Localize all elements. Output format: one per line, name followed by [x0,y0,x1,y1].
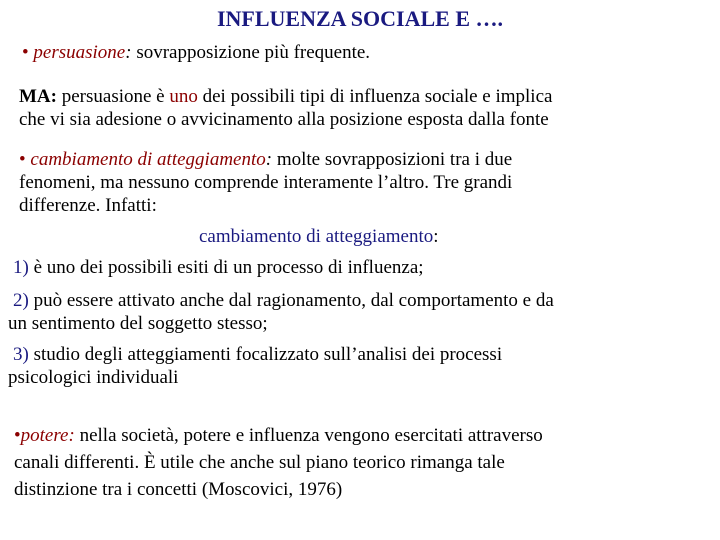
cambiamento-line-2: fenomeni, ma nessuno comprende interamente l’altro. Tre grandi [19,172,513,193]
cambiamento-term: cambiamento di atteggiamento [30,149,266,170]
ma-uno: uno [169,86,198,107]
subheading-colon: : [433,226,439,247]
potere-line-2: canali differenti. È utile che anche sul piano teorico rimanga tale [14,452,505,473]
cambiamento-text: molte sovrapposizioni tra i due [272,149,513,170]
list-continuation: un sentimento del soggetto stesso; [8,313,268,334]
ma-text-b: dei possibili tipi di influenza sociale e implica [197,86,553,107]
list-item [8,289,554,312]
ma-line-2: che vi sia adesione o avvicinamento alla posizione esposta dalla fonte [19,109,549,130]
list-item [8,256,554,279]
cambiamento-subheading [199,225,439,248]
potere-line-1 [14,424,543,447]
list-number: 1) [13,257,29,278]
slide-title: INFLUENZA SOCIALE E …. [216,6,504,31]
ma-line-1 [19,85,552,108]
cambiamento-line-1 [19,148,512,171]
subheading-term: cambiamento di atteggiamento [199,226,434,247]
cambiamento-list [8,256,554,389]
potere-line-3: distinzione tra i concetti (Moscovici, 1976) [14,479,343,500]
ma-label: MA: [19,86,57,107]
ma-paragraph [19,85,552,131]
potere-term: potere: [20,425,75,446]
persuasione-text: sovrapposizione più frequente. [131,42,371,63]
persuasione-line [22,41,370,64]
persuasione-term: persuasione [33,42,126,63]
bullet-icon: • [14,425,21,446]
list-continuation: psicologici individuali [8,367,179,388]
cambiamento-paragraph [19,148,512,217]
bullet-icon: • [22,42,29,63]
list-number: 2) [13,290,29,311]
potere-text: nella società, potere e influenza vengono esercitati attraverso [74,425,543,446]
list-text: è uno dei possibili esiti di un processo di influenza; [28,257,424,278]
bullet-icon: • [19,149,26,170]
list-text: studio degli atteggiamenti focalizzato sull’analisi dei processi [28,344,503,365]
cambiamento-colon: : [265,149,273,170]
potere-paragraph [14,424,543,501]
list-text: può essere attivato anche dal ragionamento, dal comportamento e da [28,290,554,311]
list-number: 3) [13,344,29,365]
list-item [8,343,554,366]
cambiamento-line-3: differenze. Infatti: [19,195,157,216]
ma-text-a: persuasione è [56,86,170,107]
persuasione-colon: : [125,42,132,63]
persuasione-paragraph [22,41,370,64]
